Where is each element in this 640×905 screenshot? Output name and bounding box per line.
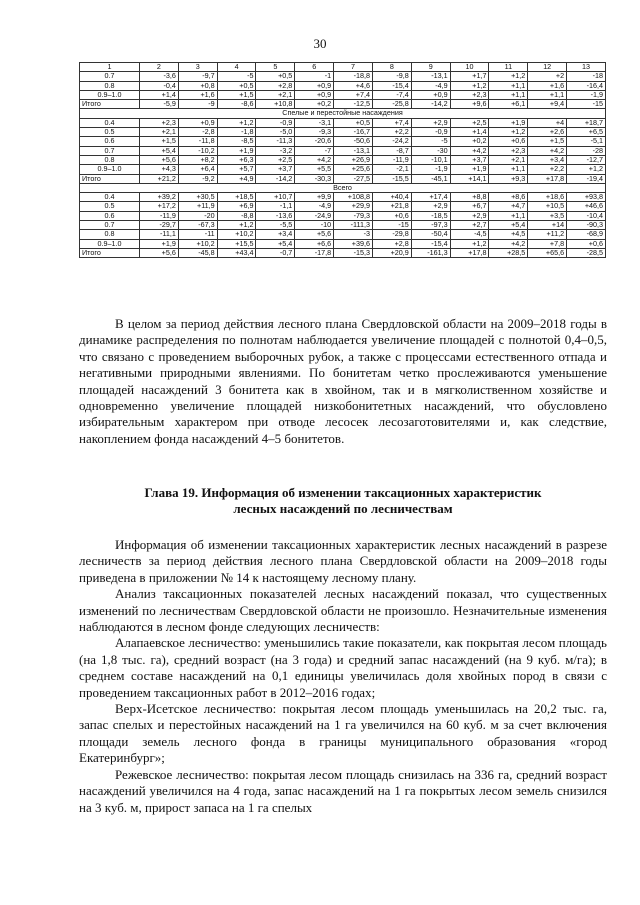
table-cell: +1,2 (450, 239, 489, 248)
table-cell: -9 (178, 100, 217, 109)
table-cell: -1,9 (567, 90, 606, 99)
table-cell: +0,5 (217, 81, 256, 90)
row-label: 0.4 (80, 118, 140, 127)
column-number: 7 (334, 63, 373, 72)
table-cell: -14,2 (256, 174, 295, 183)
table-cell: +2,9 (411, 202, 450, 211)
row-label: 0.8 (80, 155, 140, 164)
table-cell: -25,8 (372, 100, 411, 109)
table-cell: +8,2 (178, 155, 217, 164)
table-cell: +2 (528, 72, 567, 81)
chapter-title-line-2: лесных насаждений по лесничествам (233, 501, 453, 517)
table-cell: +3,7 (256, 165, 295, 174)
table-cell: +0,5 (256, 72, 295, 81)
table-cell: -11,3 (256, 137, 295, 146)
table-cell: +4,2 (528, 146, 567, 155)
table-cell: +1,2 (489, 128, 528, 137)
table-cell: +1,2 (217, 118, 256, 127)
table-cell: +1,1 (489, 165, 528, 174)
table-cell: -11,8 (178, 137, 217, 146)
table-cell: +10,7 (256, 193, 295, 202)
table-cell: +2,8 (372, 239, 411, 248)
table-row (80, 202, 606, 211)
table-cell: -2,1 (372, 165, 411, 174)
table-cell: +18,6 (528, 193, 567, 202)
table-cell: +0,9 (295, 81, 334, 90)
table-cell: +0,6 (372, 211, 411, 220)
row-label: 0.5 (80, 128, 140, 137)
row-label: 0.6 (80, 211, 140, 220)
table-cell: -12,7 (567, 155, 606, 164)
table-cell: +3,7 (450, 155, 489, 164)
table-cell: +1,5 (528, 137, 567, 146)
table-cell: +30,5 (178, 193, 217, 202)
column-number: 12 (528, 63, 567, 72)
table-cell: -0,7 (256, 248, 295, 257)
table-cell: +4,2 (489, 239, 528, 248)
table-cell: +5,6 (295, 230, 334, 239)
row-label: 0.5 (80, 202, 140, 211)
summary-paragraph-block (79, 316, 607, 447)
table-cell: +0,9 (411, 90, 450, 99)
column-number: 9 (411, 63, 450, 72)
column-number: 5 (256, 63, 295, 72)
table-cell: +2,3 (489, 146, 528, 155)
table-cell: -13,1 (411, 72, 450, 81)
table-cell: -50,6 (334, 137, 373, 146)
table-cell: +1,6 (178, 90, 217, 99)
table-cell: +1,1 (489, 90, 528, 99)
table-cell: -15 (372, 221, 411, 230)
body-paragraph: Информация об изменении таксационных характеристик лесных насаждений в разрезе лесничеств за период действия лесного плана Свердловской области на 2009–2018 годы приведена в приложении № 14 к настоящему лесному плану. (79, 537, 607, 585)
table-cell: +4,6 (334, 81, 373, 90)
table-cell: +4,5 (489, 230, 528, 239)
table-cell: +9,4 (528, 100, 567, 109)
table-cell: +1,4 (450, 128, 489, 137)
table-cell: -10,2 (178, 146, 217, 155)
table-cell: -3,1 (295, 118, 334, 127)
row-label: 0.9–1.0 (80, 90, 140, 99)
table-cell: -11,1 (140, 230, 179, 239)
table-cell: +4,7 (489, 202, 528, 211)
table-cell: +10,8 (256, 100, 295, 109)
table-cell: +8,8 (450, 193, 489, 202)
column-number: 8 (372, 63, 411, 72)
table-cell: -45,1 (411, 174, 450, 183)
table-row (80, 118, 606, 127)
table-cell: -18,8 (334, 72, 373, 81)
table-cell: -8,8 (217, 211, 256, 220)
table-cell: +14,1 (450, 174, 489, 183)
column-number: 6 (295, 63, 334, 72)
table-cell: -24,2 (372, 137, 411, 146)
table-cell: +0,9 (295, 90, 334, 99)
table-cell: +0,8 (178, 81, 217, 90)
table-cell: -1 (295, 72, 334, 81)
table-row (80, 211, 606, 220)
table-cell: +28,5 (489, 248, 528, 257)
table-cell: +2,1 (489, 155, 528, 164)
table-cell: +3,4 (528, 155, 567, 164)
row-label: Итого (80, 100, 140, 109)
table-cell: -9,2 (178, 174, 217, 183)
table-row (80, 146, 606, 155)
table-cell: +18,7 (567, 118, 606, 127)
table-cell: +10,2 (178, 239, 217, 248)
table-cell: -28 (567, 146, 606, 155)
table-cell: +1,9 (217, 146, 256, 155)
table-cell: +7,4 (372, 118, 411, 127)
chapter-body (79, 537, 607, 816)
chapter-title-line-1: Глава 19. Информация об изменении таксационных характеристик (144, 485, 542, 500)
table-cell: -9,7 (178, 72, 217, 81)
table-cell: -4,9 (295, 202, 334, 211)
table-cell: +4,3 (140, 165, 179, 174)
table-cell: +65,6 (528, 248, 567, 257)
table-cell: +6,3 (217, 155, 256, 164)
table-cell: +2,3 (450, 90, 489, 99)
table-cell: +6,7 (450, 202, 489, 211)
table-cell: +21,2 (140, 174, 179, 183)
table-cell: +4,2 (450, 146, 489, 155)
table-cell: +5,6 (140, 248, 179, 257)
row-label: 0.4 (80, 193, 140, 202)
body-paragraph: Анализ таксационных показателей лесных насаждений показал, что существенных изменений по лесничествам Свердловской области не произошло. Незначительные изменения наблюдаются в лесном фонде следующих лесничеств: (79, 586, 607, 635)
table-cell: -15,5 (372, 174, 411, 183)
table-cell: +6,6 (295, 239, 334, 248)
table-cell: +1,1 (489, 81, 528, 90)
table-cell: -15,4 (372, 81, 411, 90)
table-cell: -1,9 (411, 165, 450, 174)
table-cell: +17,8 (450, 248, 489, 257)
table-cell: +7,8 (528, 239, 567, 248)
column-number: 11 (489, 63, 528, 72)
table-cell: +10,2 (217, 230, 256, 239)
table-cell: +1,6 (528, 81, 567, 90)
table-cell: -20 (178, 211, 217, 220)
row-label: 0.7 (80, 72, 140, 81)
table-cell: +5,4 (140, 146, 179, 155)
table-total-row (80, 174, 606, 183)
table-cell: +1,5 (140, 137, 179, 146)
table-row (80, 230, 606, 239)
table-cell: +93,8 (567, 193, 606, 202)
table-row (80, 72, 606, 81)
table-cell: -12,5 (334, 100, 373, 109)
table-cell: -67,3 (178, 221, 217, 230)
table-cell: +108,8 (334, 193, 373, 202)
column-number: 2 (140, 63, 179, 72)
table-cell: +0,5 (334, 118, 373, 127)
table-cell: +6,9 (217, 202, 256, 211)
table-row (80, 155, 606, 164)
table-cell: +2,5 (256, 155, 295, 164)
table-cell: +7,4 (334, 90, 373, 99)
table-cell: -20,6 (295, 137, 334, 146)
row-label: 0.8 (80, 230, 140, 239)
table-cell: -16,4 (567, 81, 606, 90)
table-cell: +39,6 (334, 239, 373, 248)
table-cell: -18,5 (411, 211, 450, 220)
table-cell: -29,7 (140, 221, 179, 230)
table-cell: +2,2 (372, 128, 411, 137)
column-number: 1 (80, 63, 140, 72)
body-paragraph: Верх-Исетское лесничество: покрытая лесом площадь уменьшилась на 20,2 тыс. га, запас спелых и перестойных насаждений на 1 га увеличился на 60 куб. м за счет включения площади земель лесного фонда в границы муниципального образования «город Екатеринбург»; (79, 701, 607, 766)
table-cell: +1,2 (450, 81, 489, 90)
table-total-row (80, 248, 606, 257)
table-cell: +2,1 (256, 90, 295, 99)
table-cell: -5 (217, 72, 256, 81)
table-cell: -7,4 (372, 90, 411, 99)
table-cell: -3,6 (140, 72, 179, 81)
table-row (80, 221, 606, 230)
table-cell: +9,3 (489, 174, 528, 183)
taxation-change-table (79, 62, 606, 258)
table-cell: -15,3 (334, 248, 373, 257)
table-row (80, 90, 606, 99)
table-cell: +0,2 (450, 137, 489, 146)
table-cell: -3,2 (256, 146, 295, 155)
table-cell: -28,5 (567, 248, 606, 257)
table-total-row (80, 100, 606, 109)
table-cell: +43,4 (217, 248, 256, 257)
table-cell: -10,4 (567, 211, 606, 220)
table-cell: -1,8 (217, 128, 256, 137)
row-label: 0.9–1.0 (80, 165, 140, 174)
table-cell: +6,4 (178, 165, 217, 174)
table-cell: +18,5 (217, 193, 256, 202)
section-heading: Спелые и перестойные насаждения (80, 109, 606, 118)
table-cell: +11,2 (528, 230, 567, 239)
table-cell: +0,6 (489, 137, 528, 146)
table-row (80, 137, 606, 146)
table-header-row (80, 63, 606, 72)
table-cell: +1,1 (528, 90, 567, 99)
table-cell: +14 (528, 221, 567, 230)
table-cell: +40,4 (372, 193, 411, 202)
table-cell: -90,3 (567, 221, 606, 230)
table-cell: +0,2 (295, 100, 334, 109)
body-paragraph: Режевское лесничество: покрытая лесом площадь снизилась на 336 га, средний возраст насаждений увеличился на 4 года, запас насаждений на 1 га покрытых лесом земель снизился на 3 куб. м, прирост запаса на 1 га спелых (79, 766, 607, 815)
table-cell: -10,1 (411, 155, 450, 164)
table-cell: -5,9 (140, 100, 179, 109)
table-cell: +21,8 (372, 202, 411, 211)
table-cell: -11 (178, 230, 217, 239)
table-cell: +2,1 (140, 128, 179, 137)
table-cell: +5,4 (256, 239, 295, 248)
table-cell: +2,8 (256, 81, 295, 90)
chapter-title (79, 485, 607, 518)
table-cell: +2,3 (140, 118, 179, 127)
table-cell: +0,9 (178, 118, 217, 127)
table-cell: -19,4 (567, 174, 606, 183)
table-cell: -8,6 (217, 100, 256, 109)
table-cell: +2,5 (450, 118, 489, 127)
table-cell: +4 (528, 118, 567, 127)
table-cell: +20,9 (372, 248, 411, 257)
table-cell: -11,9 (140, 211, 179, 220)
table-cell: -2,8 (178, 128, 217, 137)
table-cell: -13,6 (256, 211, 295, 220)
table-cell: -97,3 (411, 221, 450, 230)
table-cell: -9,8 (372, 72, 411, 81)
table-row (80, 193, 606, 202)
table-cell: -4,5 (450, 230, 489, 239)
table-cell: -17,8 (295, 248, 334, 257)
page-number: 30 (313, 36, 327, 51)
table-cell: -13,1 (334, 146, 373, 155)
table-cell: +5,5 (295, 165, 334, 174)
table-cell: +0,6 (567, 239, 606, 248)
table-cell: -16,7 (334, 128, 373, 137)
table-cell: -0,9 (256, 118, 295, 127)
column-number: 3 (178, 63, 217, 72)
table-cell: +3,4 (256, 230, 295, 239)
table-cell: +17,8 (528, 174, 567, 183)
table-cell: +15,5 (217, 239, 256, 248)
table-cell: -5,5 (256, 221, 295, 230)
table-cell: +1,7 (450, 72, 489, 81)
table-cell: -4,9 (411, 81, 450, 90)
column-number: 10 (450, 63, 489, 72)
table-cell: +6,1 (489, 100, 528, 109)
table-cell: +26,9 (334, 155, 373, 164)
table-cell: +11,9 (178, 202, 217, 211)
table-cell: -50,4 (411, 230, 450, 239)
row-label: 0.8 (80, 81, 140, 90)
table-cell: -111,3 (334, 221, 373, 230)
table-cell: -15,4 (411, 239, 450, 248)
row-label: Итого (80, 248, 140, 257)
table-cell: -0,4 (140, 81, 179, 90)
table-cell: -15 (567, 100, 606, 109)
table-row (80, 239, 606, 248)
table-cell: -3 (334, 230, 373, 239)
table-cell: +1,4 (140, 90, 179, 99)
table-cell: +1,2 (217, 221, 256, 230)
table-cell: +17,4 (411, 193, 450, 202)
table-cell: -5,0 (256, 128, 295, 137)
table-cell: +4,9 (217, 174, 256, 183)
table-row (80, 128, 606, 137)
table-cell: +29,9 (334, 202, 373, 211)
table-cell: +9,9 (295, 193, 334, 202)
table-cell: +1,9 (489, 118, 528, 127)
table-cell: +17,2 (140, 202, 179, 211)
table-cell: -8,7 (372, 146, 411, 155)
table-cell: +2,6 (528, 128, 567, 137)
table-cell: +5,7 (217, 165, 256, 174)
table-cell: +8,6 (489, 193, 528, 202)
table-cell: -45,8 (178, 248, 217, 257)
table-cell: +1,9 (140, 239, 179, 248)
table-cell: +46,6 (567, 202, 606, 211)
column-number: 4 (217, 63, 256, 72)
section-heading-row (80, 109, 606, 118)
body-paragraph: Алапаевское лесничество: уменьшились такие показатели, как покрытая лесом площадь (на 1,8 тыс. га), средний возраст (на 3 года) и средний запас насаждений (на 9 куб. м/га); в среднем составе насаждений на 0,1 единицы увеличилась доля хвойных пород в связи с проведением таксационных работ в 2012–2016 годах; (79, 635, 607, 700)
table-cell: -9,3 (295, 128, 334, 137)
table-cell: +1,9 (450, 165, 489, 174)
table-cell: -11,9 (372, 155, 411, 164)
row-label: 0.6 (80, 137, 140, 146)
table-cell: -0,9 (411, 128, 450, 137)
section-heading-row (80, 183, 606, 192)
row-label: 0.9–1.0 (80, 239, 140, 248)
table-cell: -30 (411, 146, 450, 155)
table-cell: -5 (411, 137, 450, 146)
row-label: 0.7 (80, 221, 140, 230)
table-cell: +9,6 (450, 100, 489, 109)
table-cell: -10 (295, 221, 334, 230)
table-cell: -79,3 (334, 211, 373, 220)
table-cell: -30,3 (295, 174, 334, 183)
table-cell: -29,8 (372, 230, 411, 239)
table-cell: -18 (567, 72, 606, 81)
table-cell: +2,7 (450, 221, 489, 230)
table-cell: +10,5 (528, 202, 567, 211)
row-label: 0.7 (80, 146, 140, 155)
summary-paragraph: В целом за период действия лесного плана Свердловской области на 2009–2018 годы в динамике распределения по полнотам наблюдается увеличение площадей с полнотой 0,4–0,5, что связано с проведением выборочных рубок, а также с процессами естественного отпада и негативными природными явлениями. По бонитетам четко прослеживаются уменьшение площадей насаждений 3 бонитета как в хвойном, так и в мягколиственном хозяйстве и одновременно увеличение площадей низкобонитетных насаждений, что обусловлено избирательным характером при отводе лесосек лесозаготовителями и, как следствие, накоплением фонда насаждений 4–5 бонитетов. (79, 316, 607, 446)
section-heading: Всего (80, 183, 606, 192)
table-cell: -24,9 (295, 211, 334, 220)
table-cell: +1,2 (567, 165, 606, 174)
table-cell: -68,9 (567, 230, 606, 239)
table-cell: +4,2 (295, 155, 334, 164)
table-cell: -14,2 (411, 100, 450, 109)
row-label: Итого (80, 174, 140, 183)
table-cell: +5,6 (140, 155, 179, 164)
table-row (80, 81, 606, 90)
table-cell: -8,5 (217, 137, 256, 146)
table-cell: +1,1 (489, 211, 528, 220)
table-cell: +1,2 (489, 72, 528, 81)
table-cell: +1,5 (217, 90, 256, 99)
table-cell: +39,2 (140, 193, 179, 202)
table-cell: +2,9 (411, 118, 450, 127)
table-cell: +2,9 (450, 211, 489, 220)
table-row (80, 165, 606, 174)
table-cell: -27,5 (334, 174, 373, 183)
table-cell: -7 (295, 146, 334, 155)
table-cell: -5,1 (567, 137, 606, 146)
column-number: 13 (567, 63, 606, 72)
table-cell: +5,4 (489, 221, 528, 230)
table-cell: +6,5 (567, 128, 606, 137)
table-cell: +25,6 (334, 165, 373, 174)
table-cell: +3,5 (528, 211, 567, 220)
table-cell: +2,2 (528, 165, 567, 174)
table-cell: -1,1 (256, 202, 295, 211)
table-cell: -161,3 (411, 248, 450, 257)
